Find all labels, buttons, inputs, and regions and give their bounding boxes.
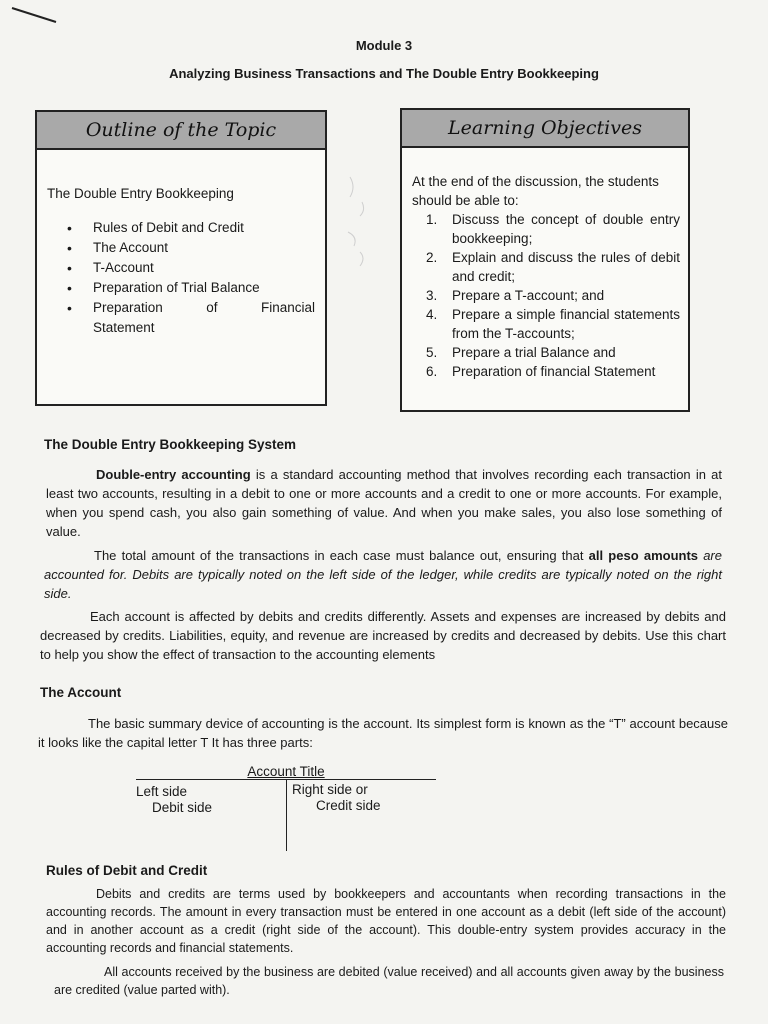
t-account-left-label: Left side bbox=[136, 784, 188, 799]
outline-heading: Outline of the Topic bbox=[37, 112, 325, 150]
item-text: Prepare a trial Balance and bbox=[452, 345, 616, 360]
objectives-list bbox=[412, 210, 680, 381]
t-account-debit-label: Debit side bbox=[152, 800, 213, 815]
t-account-title-wrap bbox=[136, 764, 436, 779]
paragraph-text: The total amount of the transactions in each case must balance out, ensuring that bbox=[94, 548, 589, 563]
t-account-right-label: Right side or bbox=[292, 782, 368, 797]
paragraph-text: is a standard accounting method that involves recording each transaction in at least two accounts, resulting in a debit to one or more accounts and a credit to one or more accounts. For example, when you spend cash, you also gain something of value. And when you make sales, you also lose something of value. bbox=[46, 467, 722, 539]
item-number: 5. bbox=[426, 345, 438, 360]
item-number: 3. bbox=[426, 288, 438, 303]
list-item bbox=[412, 305, 680, 343]
item-text: Preparation of financial Statement bbox=[452, 364, 656, 379]
outline-list bbox=[63, 218, 315, 338]
list-item: • T-Account bbox=[63, 258, 315, 278]
faint-bleed-through bbox=[340, 172, 380, 282]
pen-mark bbox=[10, 4, 60, 24]
bold-term: all peso amounts bbox=[588, 548, 699, 563]
list-item bbox=[412, 343, 680, 362]
objectives-heading: Learning Objectives bbox=[402, 110, 688, 148]
list-item: • The Account bbox=[63, 238, 315, 258]
rules-paragraph-2: All accounts received by the business are debited (value received) and all accounts given away by the business are credited (value parted with). bbox=[54, 965, 724, 997]
list-item: • Rules of Debit and Credit bbox=[63, 218, 315, 238]
system-heading: The Double Entry Bookkeeping System bbox=[44, 437, 297, 452]
item-number: 4. bbox=[426, 307, 438, 322]
bold-term: Double-entry accounting bbox=[96, 467, 251, 482]
t-account-title: Account Title bbox=[247, 764, 325, 779]
item-number: 2. bbox=[426, 250, 438, 265]
outline-title: The Double Entry Bookkeeping bbox=[47, 186, 234, 201]
list-item bbox=[412, 362, 680, 381]
module-label: Module 3 bbox=[355, 38, 413, 53]
objectives-intro: At the end of the discussion, the students should be able to: bbox=[412, 174, 659, 208]
list-item: • Preparation of Trial Balance bbox=[63, 278, 315, 298]
outline-box bbox=[35, 110, 327, 406]
page-title: Analyzing Business Transactions and The Double Entry Bookkeeping bbox=[169, 66, 599, 81]
list-item bbox=[412, 210, 680, 248]
t-account-vertical-line bbox=[286, 779, 287, 851]
rules-heading: Rules of Debit and Credit bbox=[46, 863, 208, 878]
list-word: • Preparation bbox=[93, 300, 163, 315]
paragraph-italic: are accounted for. Debits are typically noted on the left side of the ledger, while credits are typically noted on the right side. bbox=[44, 548, 722, 601]
list-item bbox=[412, 248, 680, 286]
system-paragraph-1 bbox=[46, 465, 722, 541]
system-paragraph-2 bbox=[44, 546, 722, 603]
objectives-box bbox=[400, 108, 690, 412]
item-text: Discuss the concept of double entry bookkeeping; bbox=[452, 212, 680, 246]
system-paragraph-3: Each account is affected by debits and credits differently. Assets and expenses are increased by debits and decreased by credits. Liabilities, equity, and revenue are increased by credits and decreased by debits. Use this chart to help you show the effect of transaction to the accounting elements bbox=[40, 609, 726, 662]
item-text: Explain and discuss the rules of debit and credit; bbox=[452, 250, 680, 284]
item-number: 6. bbox=[426, 364, 438, 379]
list-word: Statement bbox=[93, 320, 155, 335]
list-item bbox=[63, 298, 315, 338]
item-text: Prepare a simple financial statements from the T-accounts; bbox=[452, 307, 680, 341]
t-account-credit-label: Credit side bbox=[316, 798, 381, 813]
list-word: Financial bbox=[260, 300, 315, 315]
rules-paragraph-1: Debits and credits are terms used by bookkeepers and accountants when recording transactions in the accounting records. The amount in every transaction must be entered in one account as a debit (left side of the account) and in another account as a credit (right side of the account). This double-entry system provides accuracy in the accounting records and financial statements. bbox=[46, 887, 726, 955]
account-paragraph: The basic summary device of accounting is the account. Its simplest form is known as the “T” account because it looks like the capital letter T It has three parts: bbox=[38, 716, 728, 750]
item-text: Prepare a T-account; and bbox=[452, 288, 605, 303]
item-number: 1. bbox=[426, 212, 438, 227]
list-item bbox=[412, 286, 680, 305]
account-heading: The Account bbox=[40, 685, 122, 700]
list-word: of bbox=[206, 300, 218, 315]
